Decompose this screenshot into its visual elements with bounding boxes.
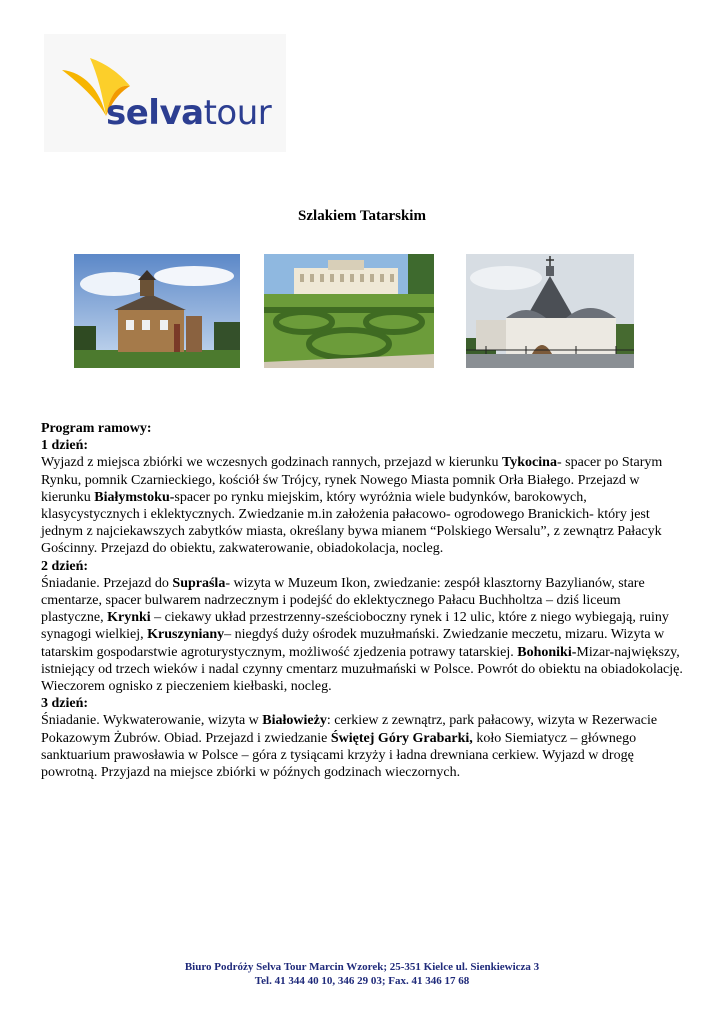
logo — [44, 34, 286, 152]
logo-word-part1: selva — [106, 93, 204, 133]
place-name: Tykocina — [501, 455, 557, 471]
logo-wordmark — [106, 93, 272, 133]
page-title: Szlakiem Tatarskim — [298, 208, 426, 224]
days-list — [41, 437, 686, 781]
program-heading: Program ramowy: — [41, 421, 152, 436]
text-run: koło Siemiatycz – głównego sanktuarium prawosławia w Polsce – góra z tysiącami krzyży i ładna drewniana cerkiew. Wyjazd w drogę powrotną. Przyjazd na miejsce zbiórki w późnych godzinach wieczornych. — [41, 730, 637, 781]
day-heading: 3 dzień: — [41, 696, 89, 712]
text-run: – ciekawy układ przestrzenny-sześcioboczny rynek i 12 ulic, które z niego wybiegają, ruiny synagogi wielkiej, — [41, 610, 669, 643]
day-description — [41, 575, 686, 695]
program-body — [41, 420, 686, 781]
footer — [0, 960, 724, 988]
wooden-mosque-photo — [74, 254, 240, 368]
text-run: : cerkiew z zewnątrz, park pałacowy, wizyta w Rezerwacie Pokazowym Żubrów. Obiad. Przejazd i zwiedzanie — [41, 713, 658, 746]
text-run: - spacer po Starym Rynku, pomnik Czarnieckiego, kościół św Trójcy, rynek Nowego Miasta pomnik Orła Białego. Przejazd w kierunku — [41, 455, 663, 505]
day-description — [41, 712, 686, 781]
text-run: Wyjazd z miejsca zbiórki we wczesnych godzinach rannych, przejazd w kierunku — [41, 455, 502, 471]
text-run: Śniadanie. Przejazd do — [41, 575, 173, 591]
place-name: Supraśla — [172, 575, 226, 591]
footer-phone: Tel. 41 344 40 10, 346 29 03; Fax. 41 346 17 68 — [254, 975, 470, 987]
day-heading: 2 dzień: — [41, 558, 89, 574]
orthodox-church-photo — [466, 254, 634, 368]
text-run: Mizar-największy, istniejący od trzech wieków i nadal czynny cmentarz muzułmański w Polsce. Powrót do obiektu na obiadokolację. Wieczorem ognisko z pieczeniem kiełbaski, nocleg. — [41, 644, 683, 695]
footer-address: Biuro Podróży Selva Tour Marcin Wzorek; 25-351 Kielce ul. Sienkiewicza 3 — [184, 961, 540, 973]
place-name: Krynki — [107, 610, 151, 626]
place-name: Białymstoku- — [94, 489, 175, 505]
text-run: Śniadanie. Wykwaterowanie, wizyta w — [41, 713, 263, 729]
text-run: - wizyta w Muzeum Ikon, zwiedzanie: zespół klasztorny Bazylianów, stare cmentarze, spacer bulwarem nadrzecznym i podejść do eklektycznego Pałacu Buchholtza – dziś liceum plastyczne, — [41, 575, 645, 626]
day-description — [41, 454, 686, 557]
place-name: Świętej Góry Grabarki, — [330, 730, 473, 746]
palace-garden-photo — [264, 254, 434, 368]
logo-word-part2: tour — [203, 93, 272, 133]
day-heading: 1 dzień: — [41, 438, 89, 454]
place-name: Bohoniki- — [517, 644, 577, 660]
text-run: spacer po rynku miejskim, który wyróżnia wiele budynków, barokowych, klasycystycznych i eklektycznych. Zwiedzanie m.in założenia pałacowo- ogrodowego Branickich- który jest jednym z najciekawszych zabytków miasta, określany bywa mianem “Polskiego Wersalu”, z zewnątrz Pałacyk Gościnny. Przejazd do obiektu, zakwaterowanie, obiadokolacja, nocleg. — [41, 489, 662, 557]
place-name: Białowieży — [262, 713, 327, 729]
text-run: – niegdyś duży ośrodek muzułmański. Zwiedzanie meczetu, mizaru. Wizyta w tatarskim gospodarstwie agroturystycznym, możliwość zjedzenia potrawy tatarskiej. — [41, 627, 665, 660]
place-name: Kruszyniany — [147, 627, 225, 643]
